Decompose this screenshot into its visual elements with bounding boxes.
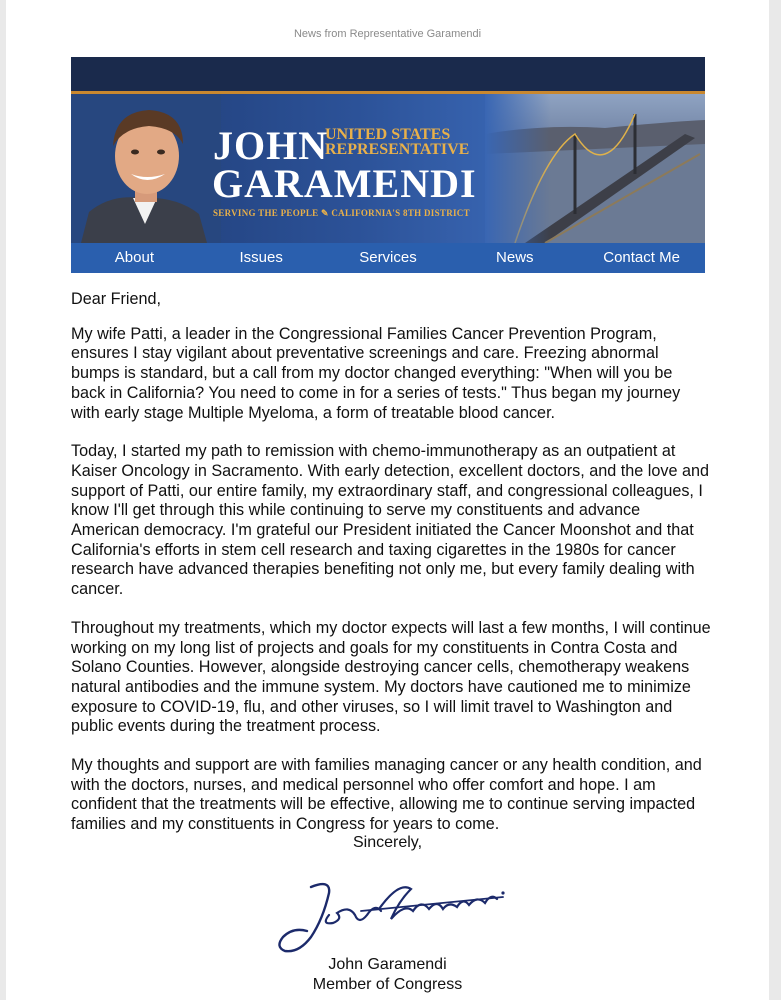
representative-portrait [71,94,221,243]
nav-news[interactable]: News [496,249,534,266]
handwritten-signature [271,875,511,960]
banner-top-bar [71,57,705,91]
signer-name: John Garamendi [328,956,447,973]
preheader-text: News from Representative Garamendi [293,28,482,40]
signer-title: Member of Congress [312,976,463,993]
banner-title: UNITED STATES REPRESENTATIVE [325,126,470,158]
bridge-photo [485,94,705,243]
banner-body [71,94,705,243]
nav-services[interactable]: Services [359,249,417,266]
banner-tagline: SERVING THE PEOPLE ✎ CALIFORNIA'S 8TH DISTRICT [213,208,470,218]
letter-paragraph: My wife Patti, a leader in the Congressional Families Cancer Prevention Program, ensures I stay vigilant about preventative screenings and care. Freezing abnormal bumps is standard, but a call from my doctor changed everything: "When will you be back in California? You need to come in for a series of tests." Thus began my journey with early stage Multiple Myeloma, a form of treatable blood cancer. [71,324,681,422]
header-banner [71,57,705,273]
banner-last-name: GARAMENDI [212,161,477,206]
nav-contact-me[interactable]: Contact Me [603,249,680,266]
letter-content [71,290,711,854]
letter-paragraph: My thoughts and support are with families managing cancer or any health condition, and with the doctors, nurses, and medical personnel who offer comfort and hope. I am confident that the treatments will be effective, allowing me to continue serving impacted families and my constituents in Congress for years to come. [71,756,702,834]
nav-issues[interactable]: Issues [239,249,283,266]
letter-signoff: Sincerely, [352,834,423,851]
nav-about[interactable]: About [114,249,154,266]
letter-greeting: Dear Friend, [71,290,161,308]
letter-paragraph: Today, I started my path to remission with chemo-immunotherapy as an outpatient at Kaiser Oncology in Sacramento. With early detection, excellent doctors, and the love and support of Patti, our entire family, my extraordinary staff, and congressional colleagues, I know I'll get through this while continuing to serve my constituents and advance American democracy. I'm grateful our President initiated the Cancer Moonshot and that California's efforts in stem cell research and taxing cigarettes in the 1980s for cancer research have advanced therapies benefiting not only me, but every family dealing with cancer. [71,442,709,599]
top-navigation [71,243,705,273]
banner-first-name: JOHN [213,123,329,168]
letter-paragraph: Throughout my treatments, which my doctor expects will last a few months, I will continue working on my long list of projects and goals for my constituents in Contra Costa and Solano Counties. However, alongside destroying cancer cells, chemotherapy weakens natural antibodies and the immune system. My doctors have cautioned me to minimize exposure to COVID-19, flu, and other viruses, so I will limit travel to Washington and public events during the treatment process. [71,618,711,736]
email-body [6,0,769,1000]
